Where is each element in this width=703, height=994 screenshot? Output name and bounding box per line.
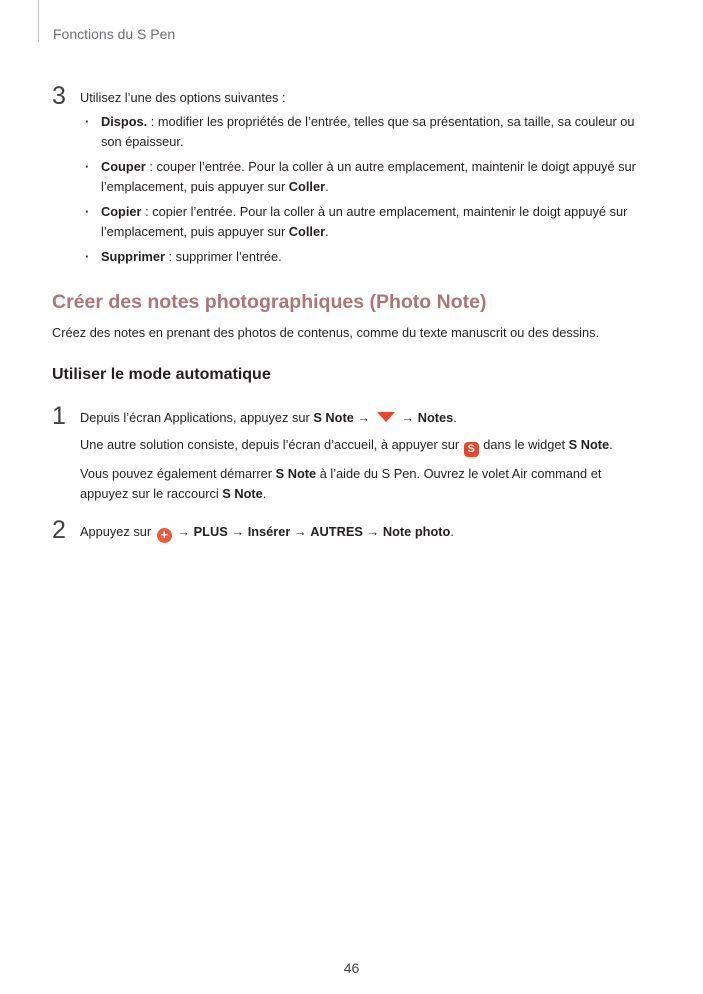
option-desc: : modifier les propriétés de l’entrée, telles que sa présentation, sa taille, sa couleur ou son épaisseur. — [101, 114, 635, 149]
text: Vous pouvez également démarrer — [80, 466, 276, 481]
arrow: → — [397, 410, 418, 425]
text: Une autre solution consiste, depuis l’écran d’accueil, à appuyer sur — [80, 437, 463, 452]
text: Appuyez sur — [80, 524, 155, 539]
step-1 — [52, 404, 652, 504]
option-desc: : supprimer l’entrée. — [165, 249, 282, 264]
section-intro: Créez des notes en prenant des photos de contenus, comme du texte manuscrit ou des dessins. — [52, 325, 600, 340]
app-name: S Note — [568, 437, 610, 452]
menu-name: AUTRES — [310, 524, 363, 539]
punctuation: . — [609, 437, 613, 452]
page-number: 46 — [343, 960, 360, 976]
step-3 — [52, 84, 652, 108]
step-intro — [80, 88, 652, 115]
step-paragraph — [80, 435, 652, 457]
step-2 — [52, 518, 652, 544]
arrow: → — [173, 524, 194, 539]
step-content — [80, 522, 652, 550]
option-desc: : couper l’entrée. Pour la coller à un autre emplacement, maintenir le doigt appuyé sur l’emplacement, puis appuyer sur — [101, 159, 636, 194]
list-item — [85, 112, 650, 152]
option-term: Couper — [101, 159, 146, 174]
step-number: 2 — [52, 516, 66, 544]
step-paragraph — [80, 464, 652, 504]
punctuation: . — [325, 224, 329, 239]
option-term: Supprimer — [101, 249, 165, 264]
header-rule — [38, 0, 39, 42]
page-header: Fonctions du S Pen — [53, 26, 176, 42]
arrow: → — [353, 410, 374, 425]
menu-name: PLUS — [193, 524, 228, 539]
step-text: Utilisez l’une des options suivantes : — [80, 90, 286, 105]
step-number: 3 — [52, 82, 66, 110]
list-item — [85, 247, 650, 267]
arrow: → — [227, 524, 248, 539]
option-term: Coller — [288, 224, 326, 239]
arrow: → — [362, 524, 383, 539]
option-term: Coller — [288, 179, 326, 194]
punctuation: . — [262, 486, 267, 501]
text: à l’aide du S Pen. Ouvrez le volet Air command et appuyez sur le raccourci — [80, 466, 602, 501]
option-term: Dispos. — [101, 114, 148, 129]
section-title: Créer des notes photographiques (Photo Note) — [52, 291, 487, 313]
app-name: S Note — [275, 466, 317, 481]
plus-icon: + — [157, 528, 172, 543]
text: dans le widget — [479, 437, 569, 452]
chevron-down-icon — [377, 412, 395, 422]
app-name: S Note — [222, 486, 263, 501]
step-number: 1 — [52, 402, 66, 430]
s-note-icon: S — [464, 442, 479, 457]
list-item — [85, 202, 650, 242]
option-desc: : copier l’entrée. Pour la coller à un autre emplacement, maintenir le doigt appuyé sur l’emplacement, puis appuyer sur — [101, 204, 628, 239]
list-item — [85, 157, 650, 197]
text: Depuis l’écran Applications, appuyez sur — [80, 410, 314, 425]
step-paragraph — [80, 522, 652, 543]
punctuation: . — [325, 179, 329, 194]
step-paragraph — [80, 408, 652, 428]
arrow: → — [290, 524, 311, 539]
option-term: Copier — [101, 204, 142, 219]
menu-name: Notes — [417, 410, 454, 425]
options-list — [85, 112, 650, 272]
step-content — [80, 408, 652, 511]
menu-name: Insérer — [247, 524, 291, 539]
menu-name: Note photo — [382, 524, 451, 539]
punctuation: . — [450, 524, 454, 539]
subsection-title: Utiliser le mode automatique — [52, 366, 271, 383]
punctuation: . — [453, 410, 457, 425]
app-name: S Note — [313, 410, 354, 425]
